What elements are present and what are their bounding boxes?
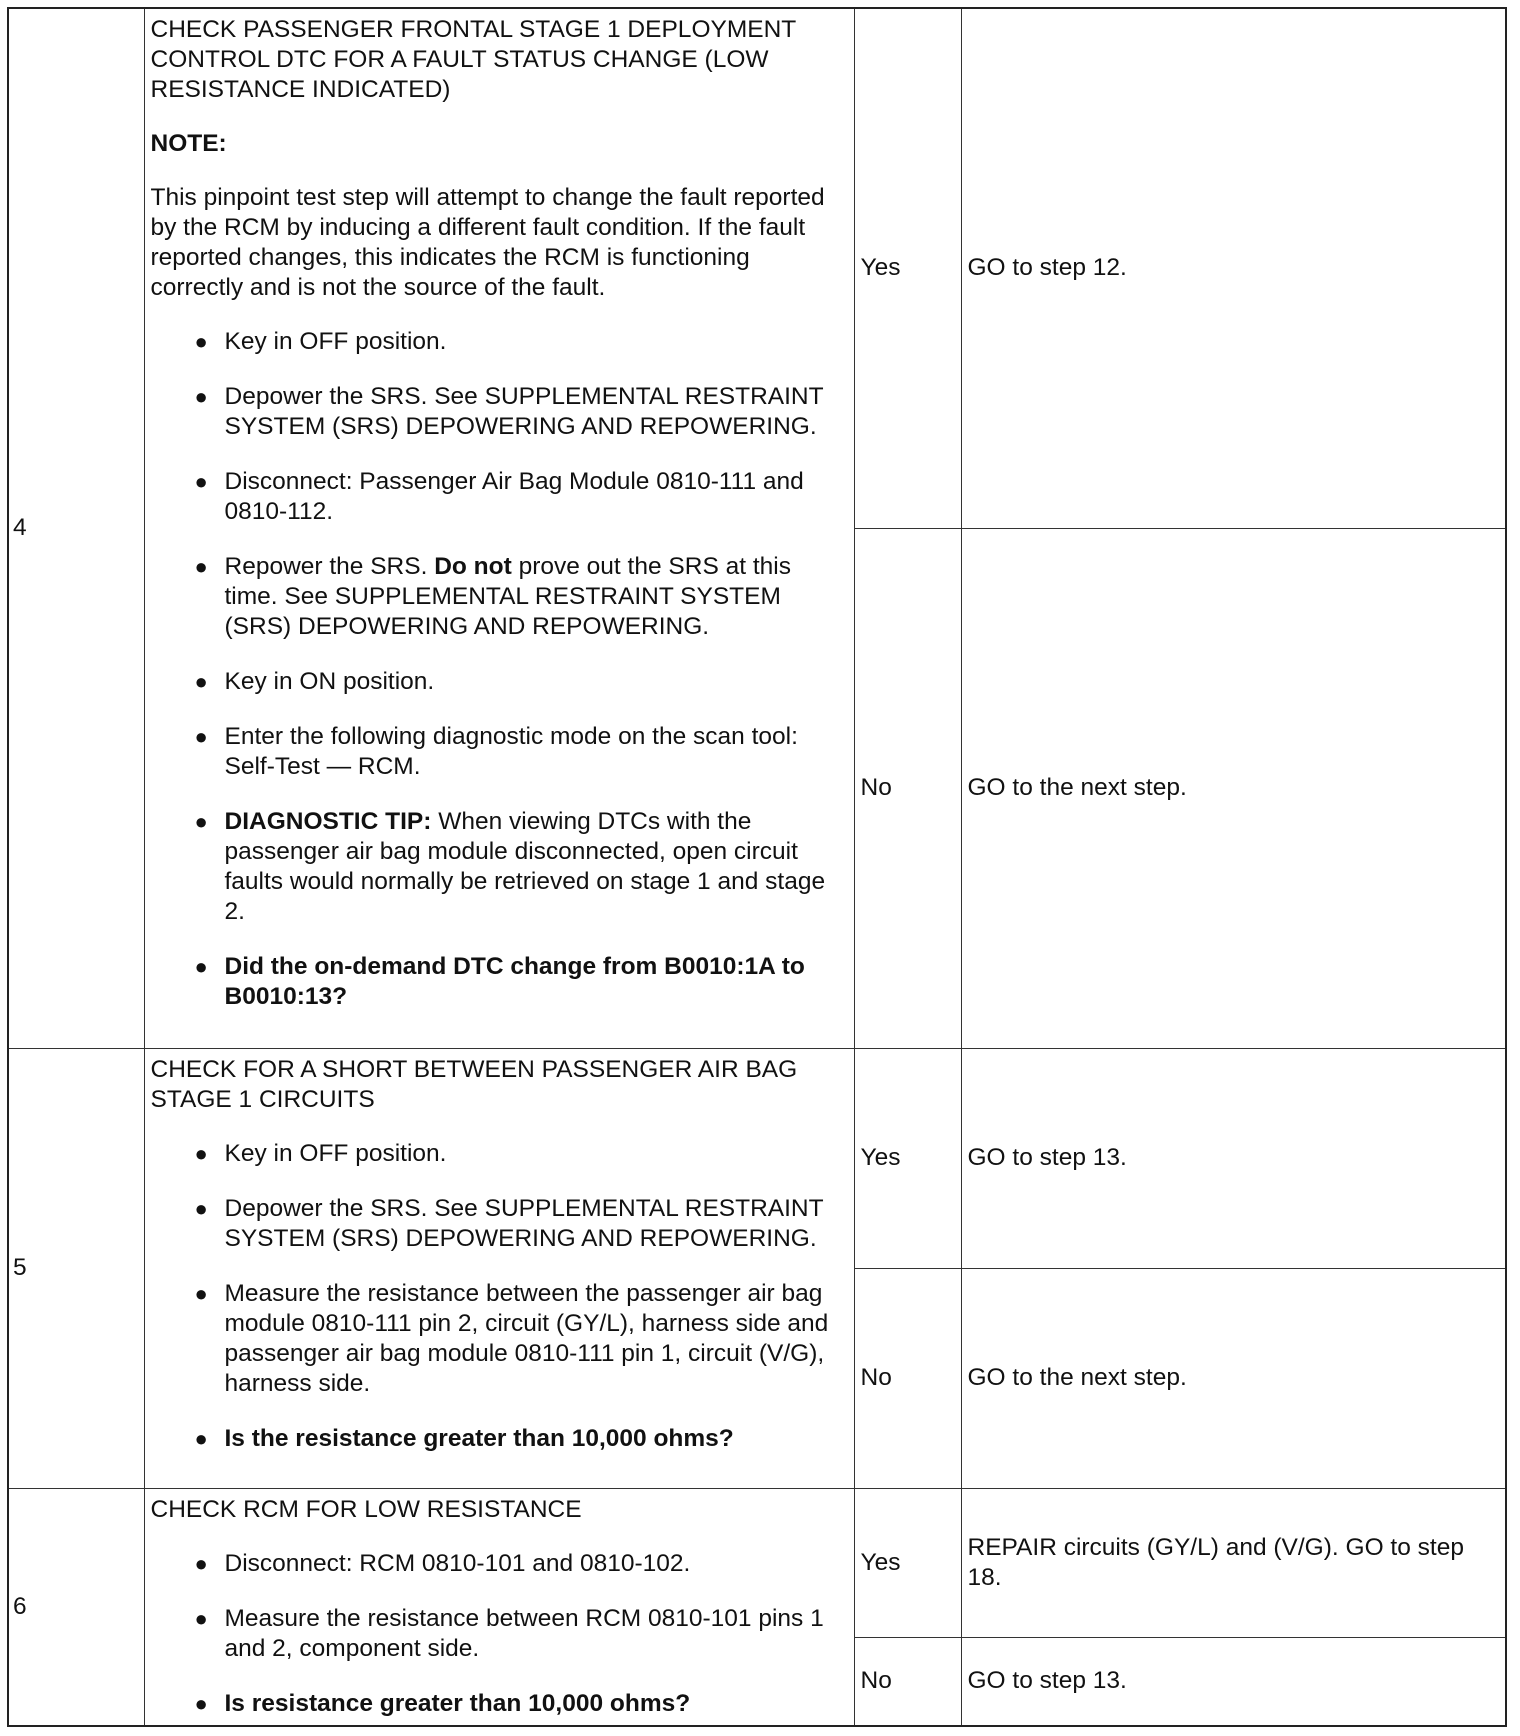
result-yes: GO to step 13. (961, 1048, 1506, 1268)
step-6-row-yes (8, 1488, 1506, 1638)
step-title: CHECK RCM FOR LOW RESISTANCE (150, 1495, 582, 1523)
bullet-icon: ● (194, 1140, 208, 1166)
list-item: ● Measure the resistance between the passenger air bag module 0810-111 pin 2, circuit (GY/L), harness side and passenger air bag module 0810-111 pin 1, circuit (V/G), harness side. (194, 1279, 829, 1397)
result-no: GO to step 13. (961, 1638, 1506, 1726)
bullet-icon: ● (194, 954, 208, 979)
step-title: CHECK PASSENGER FRONTAL STAGE 1 DEPLOYMENT CONTROL DTC FOR A FAULT STATUS CHANGE (LOW RESISTANCE INDICATED) (150, 16, 796, 103)
action-list (151, 1139, 848, 1454)
bullet-icon: ● (194, 1550, 208, 1576)
bullet-icon: ● (194, 469, 208, 494)
step-number: 5 (8, 1048, 144, 1488)
list-item: ● Disconnect: RCM 0810-101 and 0810-102. (194, 1549, 691, 1577)
bullet-icon: ● (194, 669, 208, 694)
list-item: ● Is the resistance greater than 10,000 ohms? (194, 1424, 734, 1452)
step-title: CHECK FOR A SHORT BETWEEN PASSENGER AIR BAG STAGE 1 CIRCUITS (150, 1055, 798, 1113)
list-item: ● Did the on-demand DTC change from B0010:1A to B0010:13? (194, 953, 805, 1010)
list-item: ● DIAGNOSTIC TIP: When viewing DTCs with the passenger air bag module disconnected, open circuit faults would normally be retrieved on stage 1 and stage 2. (194, 808, 826, 925)
list-item: ● Enter the following diagnostic mode on the scan tool: Self-Test — RCM. (194, 723, 798, 780)
step-action (144, 8, 854, 1048)
pinpoint-test-table (7, 7, 1507, 1727)
list-item: ● Key in OFF position. (194, 1139, 447, 1167)
step-action (144, 1048, 854, 1488)
list-item: ● Depower the SRS. See SUPPLEMENTAL RESTRAINT SYSTEM (SRS) DEPOWERING AND REPOWERING. (194, 1194, 824, 1252)
step-number: 6 (8, 1488, 144, 1726)
result-yes: GO to step 12. (961, 8, 1506, 528)
result-no: GO to the next step. (961, 528, 1506, 1048)
note-text: This pinpoint test step will attempt to change the fault reported by the RCM by inducing a different fault condition. If the fault reported changes, this indicates the RCM is functioning correctly and is not the source of the fault. (150, 184, 825, 301)
bullet-icon: ● (194, 1195, 208, 1221)
bullet-icon: ● (194, 384, 208, 409)
bullet-icon: ● (194, 724, 208, 749)
list-item: ● Key in ON position. (194, 668, 435, 695)
answer-no: No (854, 1638, 961, 1726)
list-item: ● Key in OFF position. (194, 328, 447, 355)
result-yes: REPAIR circuits (GY/L) and (V/G). GO to step 18. (961, 1488, 1506, 1638)
answer-no: No (854, 528, 961, 1048)
action-list (151, 1549, 848, 1719)
step-action (144, 1488, 854, 1726)
answer-yes: Yes (854, 8, 961, 528)
bullet-icon: ● (194, 1425, 208, 1451)
list-item: ● Depower the SRS. See SUPPLEMENTAL RESTRAINT SYSTEM (SRS) DEPOWERING AND REPOWERING. (194, 383, 824, 440)
answer-no: No (854, 1268, 961, 1488)
note-label: NOTE: (150, 130, 227, 157)
bullet-icon: ● (194, 554, 208, 579)
list-item: ● Measure the resistance between RCM 0810-101 pins 1 and 2, component side. (194, 1604, 824, 1662)
bullet-icon: ● (194, 1690, 208, 1716)
step-number: 4 (8, 8, 144, 1048)
answer-yes: Yes (854, 1488, 961, 1638)
step-5-row-yes (8, 1048, 1506, 1268)
result-no: GO to the next step. (961, 1268, 1506, 1488)
list-item: ● Disconnect: Passenger Air Bag Module 0810-111 and 0810-112. (194, 468, 804, 525)
step-4-row-yes (8, 8, 1506, 528)
bullet-icon: ● (194, 809, 208, 834)
list-item: ● Repower the SRS. Do not prove out the SRS at this time. See SUPPLEMENTAL RESTRAINT SYSTEM (SRS) DEPOWERING AND REPOWERING. (194, 553, 791, 640)
answer-yes: Yes (854, 1048, 961, 1268)
bullet-icon: ● (194, 329, 208, 354)
bullet-icon: ● (194, 1280, 208, 1306)
action-list (151, 327, 848, 1012)
list-item: ● Is resistance greater than 10,000 ohms? (194, 1689, 691, 1717)
bullet-icon: ● (194, 1605, 208, 1631)
